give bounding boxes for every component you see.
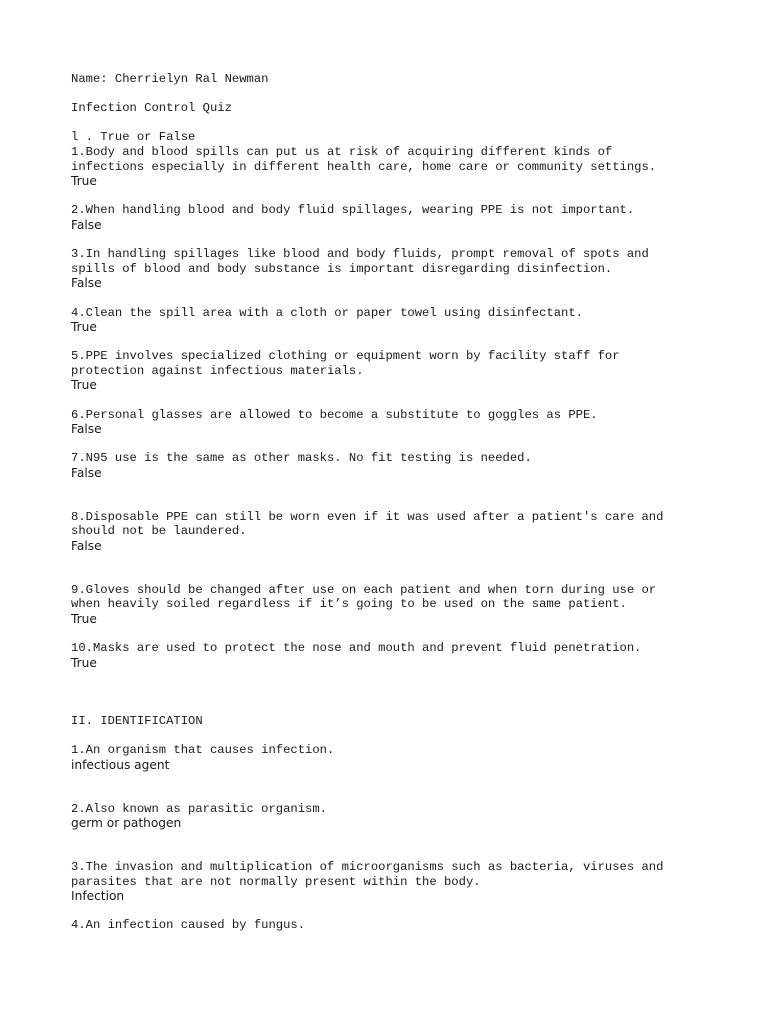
answer-text: False bbox=[71, 466, 102, 481]
answer-text: False bbox=[71, 539, 102, 553]
answer-text: True bbox=[71, 320, 97, 335]
question-text: infections especially in different health care, home care or community settings. bbox=[71, 159, 657, 174]
question-text: 1.Body and blood spills can put us at risk of acquiring different kinds of bbox=[71, 144, 613, 159]
question-text: 6.Personal glasses are allowed to become a substitute to goggles as PPE. bbox=[71, 407, 598, 422]
question-text: 9.Gloves should be changed after use on each patient and when torn during use or bbox=[71, 582, 657, 597]
answer-text: germ or pathogen bbox=[71, 816, 182, 831]
question-text: protection against infectious materials. bbox=[71, 363, 364, 378]
answer-text: False bbox=[71, 422, 102, 437]
answer-text: Infection bbox=[71, 889, 125, 904]
question-text: spills of blood and body substance is important disregarding disinfection. bbox=[71, 261, 613, 276]
answer-text: False bbox=[71, 217, 102, 232]
answer-text: True bbox=[71, 378, 97, 393]
question-text: 1.An organism that causes infection. bbox=[71, 743, 335, 758]
question-text: 2.Also known as parasitic organism. bbox=[71, 801, 327, 816]
question-text: 2.When handling blood and body fluid spillages, wearing PPE is not important. bbox=[71, 203, 635, 218]
name-line: Name: Cherrielyn Ral Newman bbox=[71, 72, 269, 86]
answer-text: infectious agent bbox=[71, 757, 170, 772]
answer-text: False bbox=[71, 276, 102, 291]
document-page bbox=[71, 72, 711, 933]
quiz-title: Infection Control Quiz bbox=[71, 101, 232, 116]
answer-text: True bbox=[71, 611, 97, 626]
answer-text: True bbox=[71, 655, 97, 670]
question-text: 4.An infection caused by fungus. bbox=[71, 918, 306, 933]
question-text: 8.Disposable PPE can still be worn even if it was used after a patient's care and bbox=[71, 509, 664, 524]
answer-text: True bbox=[71, 174, 97, 189]
question-text: 3.In handling spillages like blood and body fluids, prompt removal of spots and bbox=[71, 247, 649, 262]
question-text: 7.N95 use is the same as other masks. No fit testing is needed. bbox=[71, 451, 532, 466]
question-text: 5.PPE involves specialized clothing or equipment worn by facility staff for bbox=[71, 349, 620, 364]
question-text: parasites that are not normally present within the body. bbox=[71, 874, 481, 889]
question-text: should not be laundered. bbox=[71, 524, 247, 539]
question-text: 10.Masks are used to protect the nose and mouth and prevent fluid penetration. bbox=[71, 641, 642, 656]
question-text: 4.Clean the spill area with a cloth or paper towel using disinfectant. bbox=[71, 305, 583, 320]
section-title-identification: II. IDENTIFICATION bbox=[71, 714, 203, 729]
question-text: 3.The invasion and multiplication of microorganisms such as bacteria, viruses and bbox=[71, 860, 664, 875]
question-text: when heavily soiled regardless if it’s going to be used on the same patient. bbox=[71, 597, 627, 612]
section-title-true-false: l . True or False bbox=[71, 130, 196, 145]
